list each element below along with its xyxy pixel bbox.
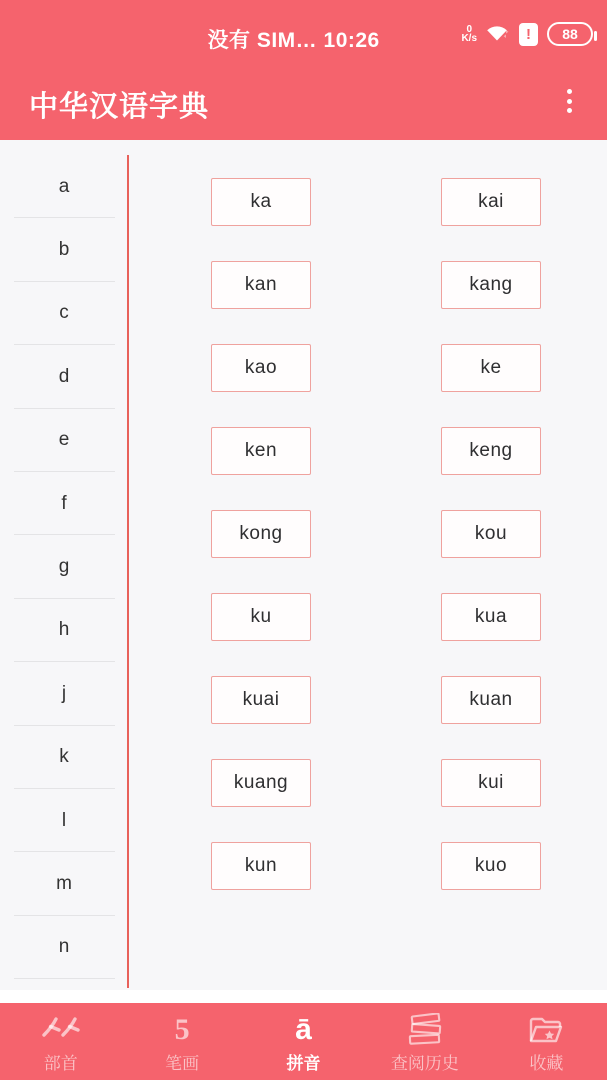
alphabet-sidebar [0, 155, 128, 979]
tab-bushou[interactable] [0, 1003, 121, 1080]
sidebar-letter-e[interactable]: e [0, 409, 128, 472]
tab-favorites[interactable] [486, 1003, 607, 1080]
tab-label-pinyin: 拼音 [286, 1053, 321, 1073]
network-speed-indicator [461, 25, 477, 43]
syllable-button-ken[interactable]: ken [211, 427, 311, 475]
tab-label-bihua: 笔画 [165, 1053, 200, 1073]
syllable-button-kou[interactable]: kou [441, 510, 541, 558]
tab-label-bushou: 部首 [43, 1053, 78, 1073]
pinyin-a-icon: ā [295, 1012, 312, 1046]
syllable-button-kao[interactable]: kao [211, 344, 311, 392]
number-5-icon: 5 [174, 1012, 190, 1046]
status-bar [0, 0, 607, 60]
tab-label-favorites: 收藏 [529, 1053, 564, 1073]
bottom-tab-bar [0, 1003, 607, 1080]
status-icons [461, 22, 593, 46]
sidebar-letter-k[interactable]: k [0, 726, 128, 789]
sidebar-letter-l[interactable]: l [0, 789, 128, 852]
syllable-button-kui[interactable]: kui [441, 759, 541, 807]
network-speed-unit: K/s [461, 33, 477, 44]
content-area [0, 140, 607, 990]
sidebar-letter-a[interactable]: a [0, 155, 128, 218]
sidebar-letter-b[interactable]: b [0, 218, 128, 281]
battery-nub [594, 31, 598, 41]
radical-strokes-icon [42, 1012, 80, 1048]
folder-star-icon [527, 1012, 565, 1048]
tab-bihua[interactable] [121, 1003, 242, 1080]
syllable-button-ka[interactable]: ka [211, 178, 311, 226]
tab-history[interactable] [364, 1003, 485, 1080]
battery-percent: 88 [562, 26, 578, 42]
sidebar-letter-c[interactable]: c [0, 282, 128, 345]
syllable-button-ku[interactable]: ku [211, 593, 311, 641]
sidebar-letter-f[interactable]: f [0, 472, 128, 535]
syllable-button-kang[interactable]: kang [441, 261, 541, 309]
carrier-and-time [208, 24, 380, 54]
syllable-button-kuo[interactable]: kuo [441, 842, 541, 890]
sidebar-letter-n[interactable]: n [0, 916, 128, 979]
syllable-button-keng[interactable]: keng [441, 427, 541, 475]
syllable-button-kua[interactable]: kua [441, 593, 541, 641]
wifi-icon [486, 24, 510, 44]
network-speed-value: 0 [466, 24, 472, 35]
sidebar-letter-h[interactable]: h [0, 599, 128, 662]
syllable-button-kong[interactable]: kong [211, 510, 311, 558]
syllable-button-kuai[interactable]: kuai [211, 676, 311, 724]
sidebar-divider-line [127, 155, 129, 988]
kebab-menu-icon[interactable] [559, 84, 579, 118]
tab-label-history: 查阅历史 [390, 1053, 459, 1073]
page-title: 中华汉语字典 [29, 91, 210, 123]
sim-alert-icon: ! [519, 23, 538, 46]
battery-icon [547, 22, 593, 46]
sidebar-letter-m[interactable]: m [0, 852, 128, 915]
syllable-button-kan[interactable]: kan [211, 261, 311, 309]
syllable-button-kuan[interactable]: kuan [441, 676, 541, 724]
sidebar-letter-g[interactable]: g [0, 535, 128, 598]
app-bar [0, 60, 607, 140]
syllable-button-kun[interactable]: kun [211, 842, 311, 890]
syllable-button-kuang[interactable]: kuang [211, 759, 311, 807]
sidebar-letter-j[interactable]: j [0, 662, 128, 725]
syllable-button-ke[interactable]: ke [441, 344, 541, 392]
carrier-label: 没有 SIM… [207, 29, 318, 52]
books-icon [405, 1012, 445, 1048]
clock-label: 10:26 [323, 29, 380, 52]
sidebar-letter-d[interactable]: d [0, 345, 128, 408]
tab-pinyin[interactable] [243, 1003, 364, 1080]
syllable-button-kai[interactable]: kai [441, 178, 541, 226]
